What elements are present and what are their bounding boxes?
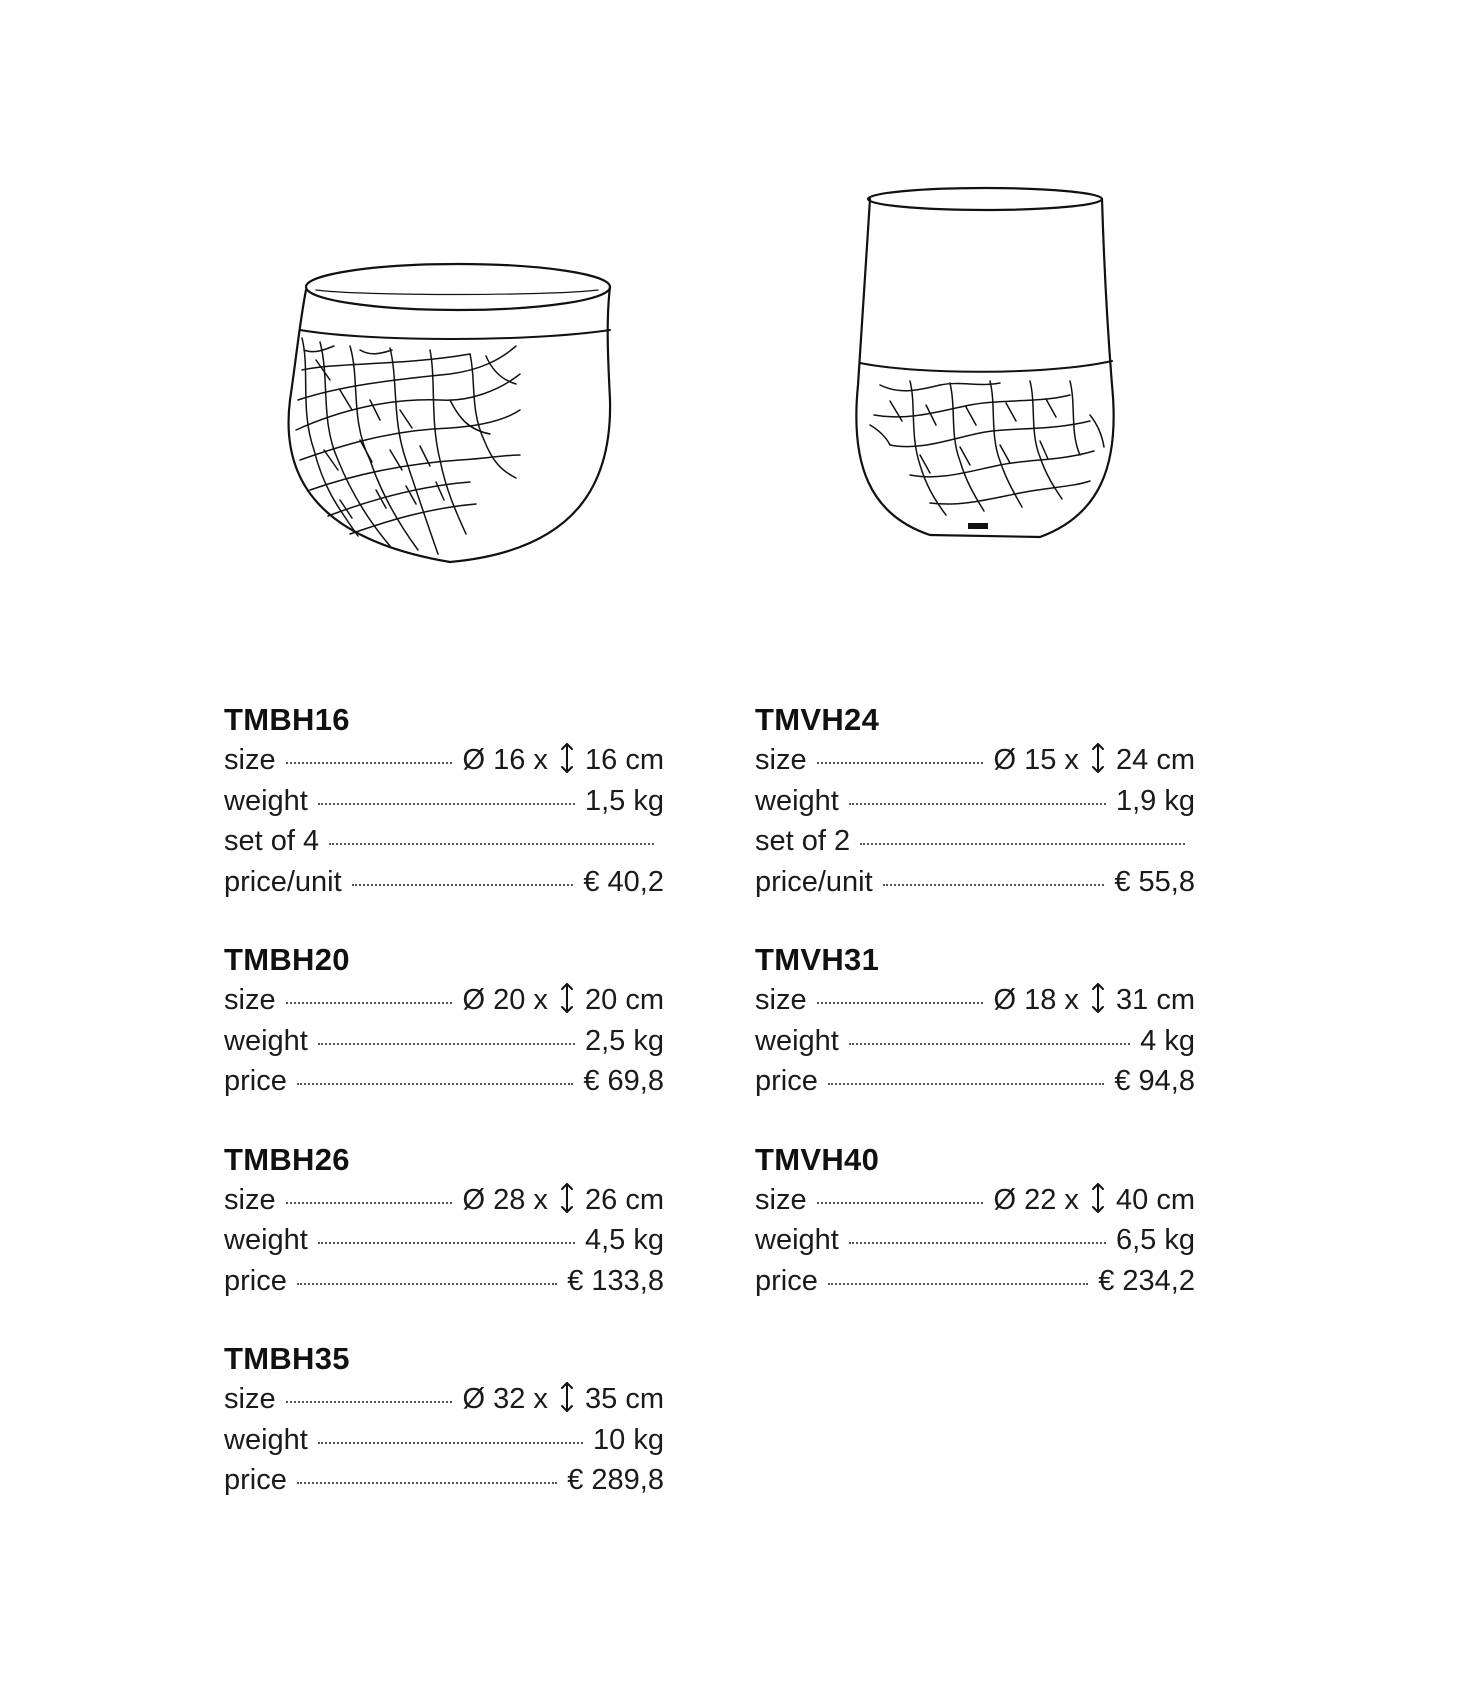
spec-value bbox=[993, 1180, 1195, 1221]
dot-leader bbox=[817, 1202, 984, 1204]
spec-row bbox=[755, 1220, 1195, 1261]
dot-leader bbox=[286, 1002, 453, 1004]
dot-leader bbox=[883, 884, 1105, 886]
dot-leader bbox=[817, 1002, 984, 1004]
product-code: TMBH20 bbox=[224, 942, 350, 977]
height-arrow-icon bbox=[559, 1381, 575, 1413]
spec-label: set of 4 bbox=[224, 825, 320, 857]
spec-value bbox=[993, 980, 1195, 1021]
spec-label: price bbox=[224, 1264, 287, 1297]
dot-leader bbox=[352, 884, 574, 886]
size-diameter-value: Ø 16 x bbox=[462, 744, 548, 776]
spec-label: weight bbox=[224, 1423, 308, 1456]
crackle-tall-vase-illustration bbox=[850, 185, 1130, 605]
product-code: TMVH31 bbox=[755, 942, 880, 977]
product-spec-block bbox=[224, 1339, 664, 1501]
spec-row bbox=[755, 1180, 1195, 1221]
spec-label: price bbox=[755, 1264, 818, 1297]
height-arrow-icon bbox=[1090, 982, 1106, 1014]
spec-value: € 69,8 bbox=[583, 1065, 664, 1097]
dot-leader bbox=[286, 1401, 453, 1403]
dot-leader bbox=[849, 1242, 1106, 1244]
spec-row bbox=[224, 1379, 664, 1420]
size-diameter-value: Ø 18 x bbox=[993, 984, 1079, 1016]
spec-label: weight bbox=[755, 1224, 839, 1256]
spec-row bbox=[224, 1061, 664, 1102]
spec-label: price bbox=[224, 1464, 287, 1496]
spec-label: weight bbox=[224, 784, 308, 817]
spec-row bbox=[755, 1021, 1195, 1062]
height-arrow-icon bbox=[559, 1182, 575, 1214]
product-spec-block bbox=[755, 700, 1195, 902]
product-spec-block bbox=[755, 940, 1195, 1102]
dot-leader bbox=[828, 1083, 1105, 1085]
size-diameter-value: Ø 20 x bbox=[462, 984, 548, 1016]
spec-label: set of 2 bbox=[755, 825, 851, 857]
spec-row bbox=[224, 862, 664, 903]
dot-leader bbox=[318, 1043, 575, 1045]
spec-label: weight bbox=[224, 1224, 308, 1256]
spec-row bbox=[755, 1261, 1195, 1302]
spec-label: price bbox=[755, 1065, 818, 1097]
dot-leader bbox=[318, 1442, 583, 1444]
size-height-value: 35 cm bbox=[585, 1383, 664, 1415]
product-code: TMVH24 bbox=[755, 702, 880, 737]
spec-value: 4,5 kg bbox=[585, 1224, 664, 1256]
spec-label: weight bbox=[755, 1024, 839, 1057]
product-code: TMBH26 bbox=[224, 1141, 350, 1177]
height-arrow-icon bbox=[559, 742, 575, 774]
spec-value: € 133,8 bbox=[567, 1264, 664, 1297]
spec-value bbox=[462, 1180, 664, 1221]
spec-row bbox=[755, 980, 1195, 1021]
dot-leader bbox=[828, 1283, 1088, 1285]
dot-leader bbox=[849, 803, 1106, 805]
spec-row bbox=[224, 980, 664, 1021]
spec-label: size bbox=[224, 1383, 276, 1415]
spec-label: size bbox=[755, 1183, 807, 1216]
spec-row bbox=[224, 1021, 664, 1062]
height-arrow-icon bbox=[1090, 742, 1106, 774]
spec-value bbox=[993, 740, 1195, 781]
size-diameter-value: Ø 28 x bbox=[462, 1183, 548, 1216]
size-height-value: 16 cm bbox=[585, 744, 664, 776]
spec-label: size bbox=[755, 984, 807, 1016]
spec-value: 10 kg bbox=[593, 1423, 664, 1456]
spec-row bbox=[224, 1220, 664, 1261]
spec-label: weight bbox=[224, 1024, 308, 1057]
dot-leader bbox=[297, 1083, 574, 1085]
spec-value: € 289,8 bbox=[567, 1464, 664, 1496]
size-height-value: 24 cm bbox=[1116, 744, 1195, 776]
spec-label: size bbox=[224, 984, 276, 1016]
spec-label: weight bbox=[755, 784, 839, 817]
spec-value: 6,5 kg bbox=[1116, 1224, 1195, 1256]
product-spec-block bbox=[224, 940, 664, 1102]
dot-leader bbox=[286, 762, 453, 764]
spec-value: € 40,2 bbox=[583, 865, 664, 898]
spec-row bbox=[224, 781, 664, 822]
dot-leader bbox=[817, 762, 984, 764]
crackle-bowl-pot-illustration bbox=[280, 250, 620, 590]
dot-leader bbox=[297, 1283, 557, 1285]
dot-leader bbox=[329, 843, 654, 845]
spec-row bbox=[224, 1460, 664, 1501]
spec-row bbox=[755, 862, 1195, 903]
spec-value bbox=[462, 980, 664, 1021]
size-diameter-value: Ø 32 x bbox=[462, 1383, 548, 1415]
spec-value: 2,5 kg bbox=[585, 1024, 664, 1057]
spec-value: 1,9 kg bbox=[1116, 784, 1195, 817]
spec-label: price bbox=[224, 1065, 287, 1097]
spec-row bbox=[224, 821, 664, 862]
height-arrow-icon bbox=[559, 982, 575, 1014]
size-height-value: 31 cm bbox=[1116, 984, 1195, 1016]
product-code: TMVH40 bbox=[755, 1141, 880, 1177]
product-column-left bbox=[224, 700, 664, 1539]
product-spec-block bbox=[755, 1140, 1195, 1302]
size-diameter-value: Ø 15 x bbox=[993, 744, 1079, 776]
spec-label: size bbox=[224, 744, 276, 776]
spec-value: 4 kg bbox=[1140, 1024, 1195, 1057]
dot-leader bbox=[318, 1242, 575, 1244]
size-height-value: 40 cm bbox=[1116, 1183, 1195, 1216]
size-height-value: 26 cm bbox=[585, 1183, 664, 1216]
size-diameter-value: Ø 22 x bbox=[993, 1183, 1079, 1216]
product-code: TMBH16 bbox=[224, 702, 350, 737]
product-spec-block bbox=[224, 700, 664, 902]
spec-row bbox=[755, 821, 1195, 862]
spec-value: 1,5 kg bbox=[585, 784, 664, 817]
dot-leader bbox=[860, 843, 1185, 845]
spec-label: price/unit bbox=[224, 865, 342, 898]
spec-row bbox=[755, 740, 1195, 781]
dot-leader bbox=[849, 1043, 1130, 1045]
dot-leader bbox=[286, 1202, 453, 1204]
spec-row bbox=[224, 740, 664, 781]
product-column-right bbox=[755, 700, 1195, 1339]
spec-value: € 55,8 bbox=[1114, 865, 1195, 898]
size-height-value: 20 cm bbox=[585, 984, 664, 1016]
dot-leader bbox=[318, 803, 575, 805]
spec-row bbox=[755, 781, 1195, 822]
spec-value: € 234,2 bbox=[1098, 1264, 1195, 1297]
spec-value bbox=[462, 1379, 664, 1420]
product-code: TMBH35 bbox=[224, 1341, 350, 1376]
spec-value bbox=[462, 740, 664, 781]
spec-value: € 94,8 bbox=[1114, 1065, 1195, 1097]
spec-row bbox=[224, 1420, 664, 1461]
dot-leader bbox=[297, 1482, 557, 1484]
spec-row bbox=[224, 1261, 664, 1302]
spec-row bbox=[224, 1180, 664, 1221]
spec-label: size bbox=[224, 1183, 276, 1216]
spec-label: price/unit bbox=[755, 865, 873, 898]
spec-row bbox=[755, 1061, 1195, 1102]
product-spec-block bbox=[224, 1140, 664, 1302]
spec-label: size bbox=[755, 744, 807, 776]
height-arrow-icon bbox=[1090, 1182, 1106, 1214]
